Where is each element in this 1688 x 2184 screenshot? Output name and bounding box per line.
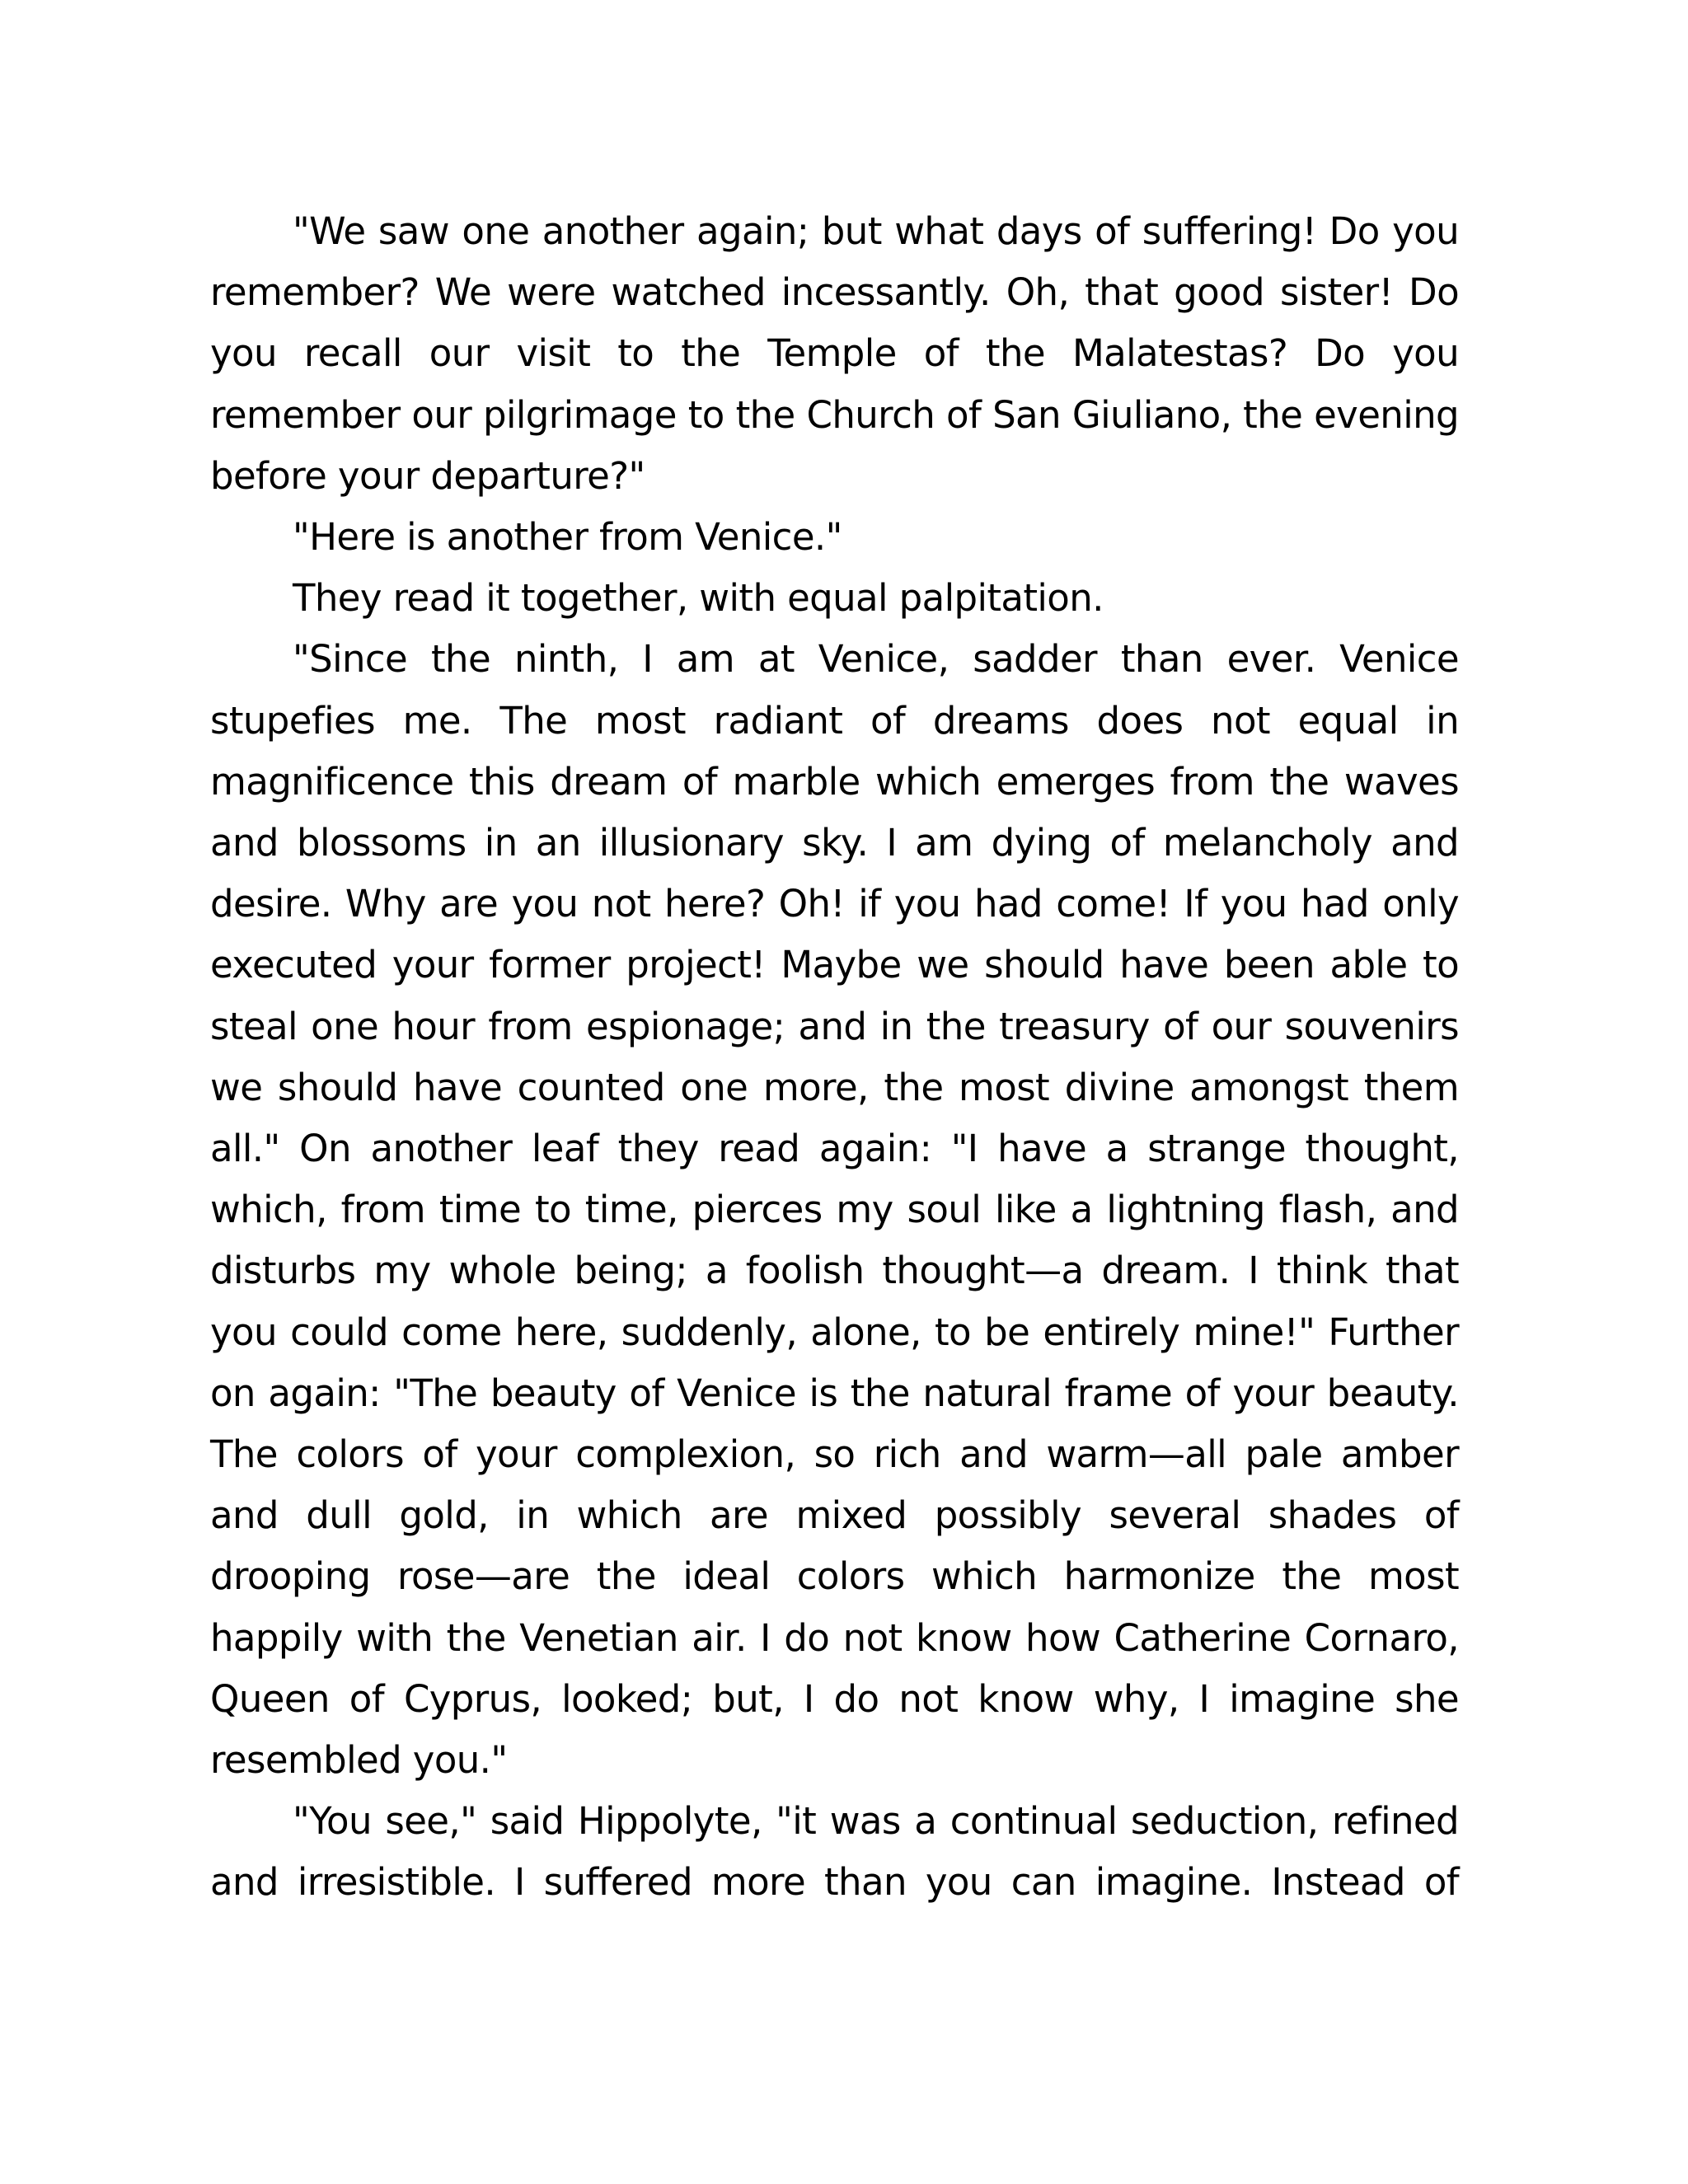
paragraph-hippolyte-speaks: "You see," said Hippolyte, "it was a continual seduction, refined and irresistible. I suffered more than you can imagine. Instead of — [210, 1799, 1459, 1905]
paragraph-venice-letter: "Since the ninth, I am at Venice, sadder than ever. Venice stupefies me. The most radiant of dreams does not equal in magnificence this dream of marble which emerges from the waves and blossoms in an illusionary sky. I am dying of melancholy and desire. Why are you not here? Oh! if you had come! If you had only executed your former project! Maybe we should have been able to steal one hour from espionage; and in the treasury of our souvenirs we should have counted one more, the most divine amongst them all." On another leaf they read again: "I have a strange thought, which, from time to time, pierces my soul like a lightning flash, and disturbs my whole being; a foolish thought—a dream. I think that you could come here, suddenly, alone, to be entirely mine!" Further on again: "The beauty of Venice is the natural frame of your beauty. The colors of your complexion, so rich and warm—all pale amber and dull gold, in which are mixed possibly several shades of drooping rose—are the ideal colors which harmonize the most happily with the Venetian air. I do not know how Catherine Cornaro, Queen of Cyprus, looked; but, I do not know why, I imagine she resembled you." — [210, 637, 1459, 1783]
document-page — [210, 201, 1459, 1914]
paragraph-letter-memories: "We saw one another again; but what days of suffering! Do you remember? We were watched incessantly. Oh, that good sister! Do you recall our visit to the Temple of the Malatestas? Do you remember our pilgrimage to the Church of San Giuliano, the evening before your departure?" — [210, 209, 1459, 498]
paragraph-another-from-venice: "Here is another from Venice." — [293, 515, 842, 560]
paragraph-read-together: They read it together, with equal palpitation. — [293, 576, 1104, 621]
